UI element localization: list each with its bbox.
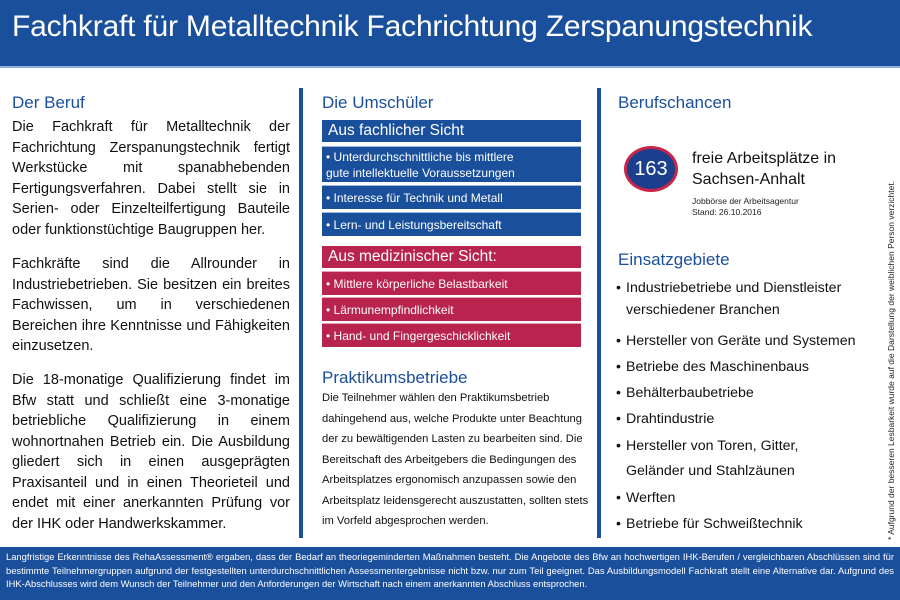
beruf-paragraph-2: Fachkräfte sind die Allrounder in Industriebetrieben. Sie besitzen ein breites Fachwissen, um in verschiedenen Bereichen ihre Kenntnisse und Fähigkeiten einzusetzen. (12, 256, 290, 354)
beruf-title: Der Beruf (12, 93, 85, 112)
medizinisch-item-label: • Lärmunempfindlichkeit (326, 303, 454, 317)
medizinisch-item-1 (322, 271, 581, 295)
einsatz-title: Einsatzgebiete (618, 250, 730, 269)
praktikum-title: Praktikumsbetriebe (322, 368, 468, 387)
column-divider-left (299, 88, 303, 538)
fachlich-item-label: • Lern- und Leistungsbereitschaft (326, 218, 502, 232)
list-item: • Werften (616, 487, 886, 509)
fachlich-item-label: • Unterdurchschnittliche bis mittlere gute intellektuelle Voraussetzungen (326, 150, 515, 180)
medizinisch-item-3 (322, 323, 581, 347)
medizinisch-item-2 (322, 297, 581, 321)
page-header (0, 0, 900, 66)
side-note (878, 155, 894, 540)
beruf-paragraph-1: Die Fachkraft für Metalltechnik der Fachrichtung Zerspanungstechnik fertigt Werkstücke mit spanabhebenden Fertigungsverfahren. Dabei stellt sie in Serien- oder Einzelteilfertigung Bauteile oder funktionstüchtige Baugruppen her. (12, 119, 290, 238)
medizinisch-item-label: • Mittlere körperliche Belastbarkeit (326, 277, 508, 291)
fachlich-item-1 (322, 146, 581, 182)
page-title: Fachkraft für Metalltechnik Fachrichtung Zerspanungstechnik (12, 10, 813, 43)
chancen-title: Berufschancen (618, 93, 732, 112)
source-name: Jobbörse der Arbeitsagentur (692, 196, 799, 206)
list-item: • Industriebetriebe und Dienstleister verschiedener Branchen (616, 277, 886, 321)
list-item: • Behälterbaubetriebe (616, 382, 886, 404)
job-count-label: freie Arbeitsplätze in Sachsen-Anhalt (692, 150, 837, 188)
fachlich-item-label: • Interesse für Technik und Metall (326, 191, 503, 205)
job-count-badge: 163 (624, 146, 678, 192)
header-divider (0, 66, 900, 68)
einsatz-list (616, 277, 886, 535)
column-divider-right (597, 88, 601, 538)
medizinisch-item-label: • Hand- und Fingergeschicklichkeit (326, 329, 511, 343)
list-item: • Hersteller von Toren, Gitter, Geländer und Stahlzäunen (616, 434, 846, 484)
source-date: Stand: 26.10.2016 (692, 207, 762, 217)
footer (0, 547, 900, 600)
job-count-source (692, 196, 872, 218)
side-note-text: * Aufgrund der besseren Lesbarkeit wurde auf die Darstellung der weiblichen Person verzichtet. (886, 180, 896, 540)
footer-text: Langfristige Erkenntnisse des RehaAssessment® ergaben, dass der Bedarf an theoriegeminderten Maßnahmen besteht. Die Angebote des Bfw an hochwertigen IHK-Berufen / vergleichbaren Abschlüssen sind für bestimmte Teilnehmergruppen aufgrund der festgestellten unterdurchschnittlichen Assessmentergebnisse nicht bzw. nur zum Teil geeignet. Das Ausbildungsmodell Fachkraft stellt eine Alternative dar. Aufgrund des IHK-Abschlusses wird dem Wunsch der Teilnehmer und den Anforderungen der Wirtschaft nach einem anerkannten Abschluss entsprochen. (6, 551, 894, 589)
list-item: • Betriebe für Schweißtechnik (616, 513, 886, 535)
umschueler-title: Die Umschüler (322, 93, 434, 112)
fachlich-item-2 (322, 185, 581, 209)
list-item: • Drahtindustrie (616, 408, 886, 430)
beruf-paragraph-3: Die 18-monatige Qualifizierung findet im Bfw statt und schließt eine 3-monatige betriebliche Qualifizierung in einem wohnortnahen Betrieb ein. Die Ausbildung gliedert sich in einen ausgeprägten Praxisanteil und in einen Theorieteil und endet mit einer anerkannten Prüfung vor der IHK oder Handwerkskammer. (12, 372, 290, 532)
list-item: • Hersteller von Geräte und Systemen (616, 330, 886, 352)
medizinisch-heading: Aus medizinischer Sicht: (322, 246, 581, 268)
fachlich-item-3 (322, 212, 581, 236)
praktikum-text: Die Teilnehmer wählen den Praktikumsbetrieb dahingehend aus, welche Produkte unter Beachtung der zu bewältigenden Lasten zu bearbeiten sind. Die Bereitschaft des Arbeitgebers die Bedingungen des Arbeitsplatzes ergonomisch anzupassen sowie den Arbeitsplatz leidensgerecht auszustatten, sollten stets im Vorfeld abgesprochen werden. (322, 392, 589, 527)
list-item: • Betriebe des Maschinenbaus (616, 356, 886, 378)
fachlich-heading: Aus fachlicher Sicht (322, 120, 581, 142)
